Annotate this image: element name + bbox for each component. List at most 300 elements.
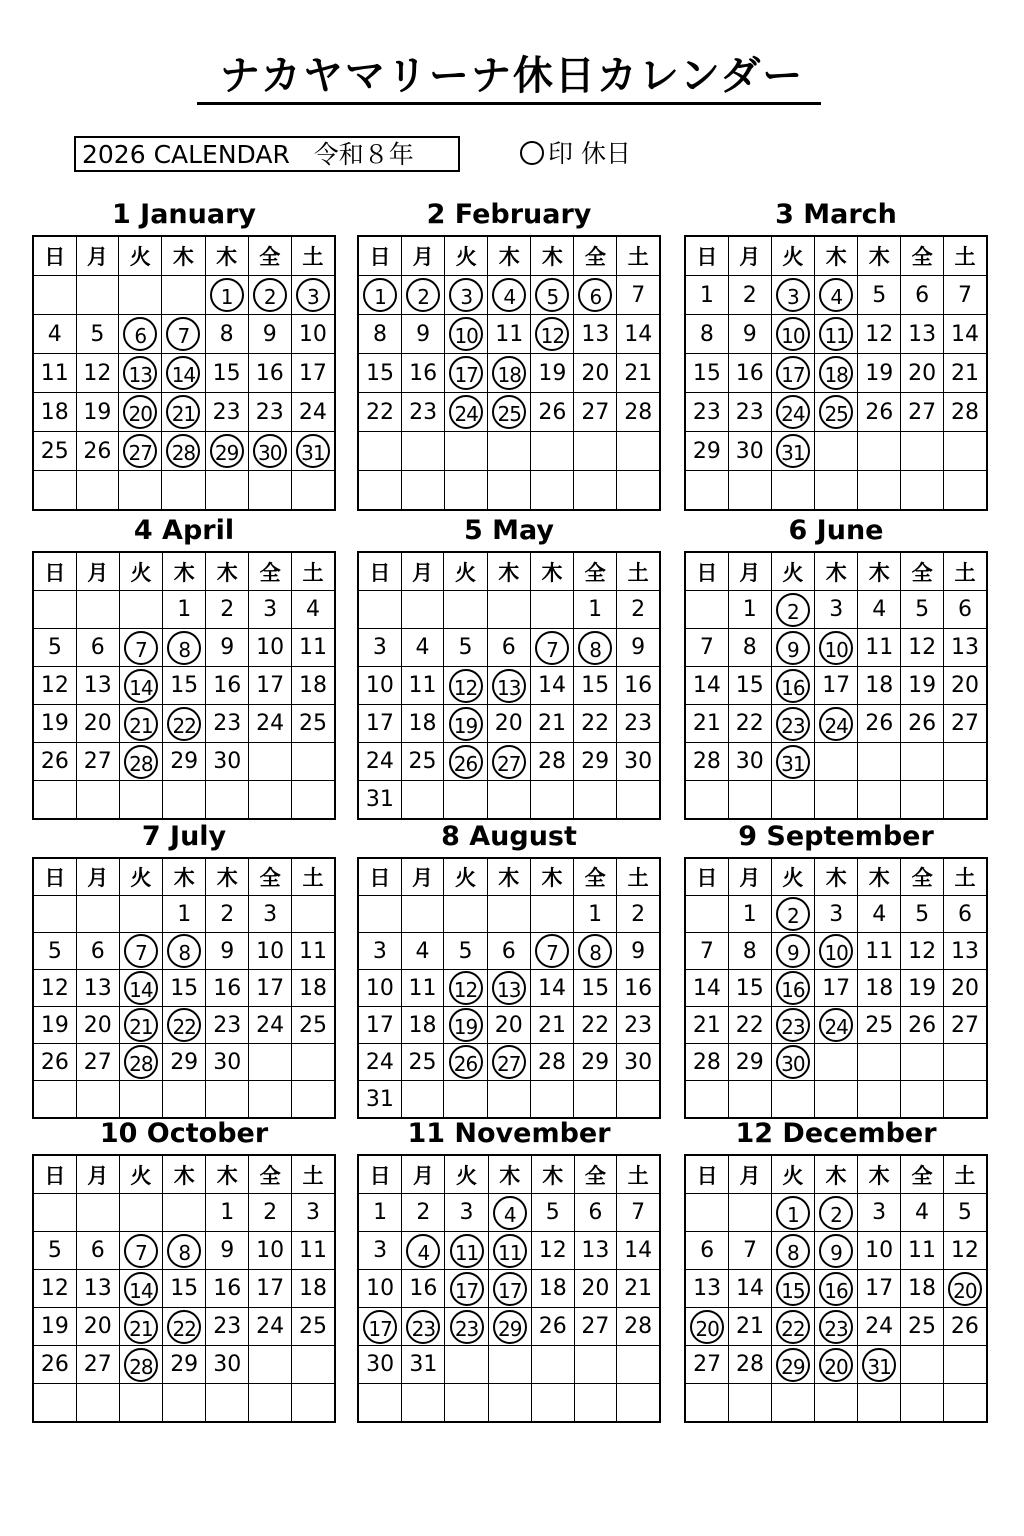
weekday-label: 火 bbox=[444, 552, 487, 591]
day-cell bbox=[488, 471, 531, 511]
day-cell bbox=[771, 1346, 814, 1384]
holiday-marker: 8 bbox=[578, 934, 612, 968]
day-cell: 6 bbox=[487, 629, 530, 667]
weekday-label: 全 bbox=[249, 1155, 292, 1194]
day-cell: 7 bbox=[617, 276, 660, 315]
day-cell: 3 bbox=[358, 629, 401, 667]
holiday-marker: 16 bbox=[819, 1272, 853, 1306]
day-cell: 21 bbox=[729, 1308, 772, 1346]
weekday-label: 木 bbox=[205, 236, 248, 276]
day-cell: 26 bbox=[76, 432, 119, 471]
day-cell: 16 bbox=[248, 354, 291, 393]
weekday-label: 木 bbox=[530, 552, 573, 591]
day-cell bbox=[444, 667, 487, 705]
day-cell bbox=[858, 432, 901, 471]
week-row bbox=[33, 354, 335, 393]
weekday-label: 土 bbox=[617, 236, 660, 276]
day-cell: 23 bbox=[617, 1007, 660, 1044]
weekday-label: 木 bbox=[531, 1155, 574, 1194]
weekday-header-row bbox=[685, 858, 987, 896]
day-cell bbox=[858, 1346, 901, 1384]
day-cell bbox=[444, 1081, 487, 1119]
holiday-marker: 10 bbox=[819, 934, 853, 968]
day-cell: 18 bbox=[292, 667, 335, 705]
week-row bbox=[358, 896, 660, 933]
day-cell: 26 bbox=[943, 1308, 987, 1346]
weekday-label: 木 bbox=[815, 236, 858, 276]
day-cell: 24 bbox=[858, 1308, 901, 1346]
holiday-marker: 14 bbox=[166, 356, 200, 390]
day-cell: 20 bbox=[901, 354, 944, 393]
weekday-label: 月 bbox=[76, 552, 119, 591]
weekday-label: 日 bbox=[33, 236, 76, 276]
holiday-marker: 20 bbox=[948, 1272, 982, 1306]
day-cell bbox=[858, 743, 901, 781]
day-cell: 19 bbox=[858, 354, 901, 393]
week-row bbox=[358, 1308, 660, 1346]
day-cell bbox=[445, 354, 488, 393]
day-cell bbox=[248, 471, 291, 511]
day-cell: 23 bbox=[206, 1007, 249, 1044]
weekday-label: 土 bbox=[292, 858, 335, 896]
weekday-label: 日 bbox=[358, 236, 402, 276]
day-cell: 30 bbox=[358, 1346, 402, 1384]
month-block bbox=[32, 511, 336, 820]
day-cell: 12 bbox=[901, 629, 944, 667]
weekday-label: 火 bbox=[445, 1155, 488, 1194]
day-cell: 29 bbox=[163, 1044, 206, 1081]
day-cell: 1 bbox=[206, 1194, 249, 1232]
week-row bbox=[33, 1232, 335, 1270]
day-cell bbox=[445, 1270, 488, 1308]
day-cell: 19 bbox=[33, 705, 76, 743]
week-row bbox=[685, 705, 987, 743]
day-cell bbox=[162, 471, 205, 511]
day-cell: 22 bbox=[728, 705, 771, 743]
month-block bbox=[357, 511, 661, 820]
holiday-marker: 23 bbox=[776, 707, 810, 741]
day-cell: 3 bbox=[858, 1194, 901, 1232]
day-cell: 25 bbox=[858, 1007, 901, 1044]
week-row bbox=[33, 933, 335, 970]
day-cell bbox=[815, 471, 858, 511]
day-cell: 20 bbox=[574, 354, 617, 393]
day-cell: 3 bbox=[815, 896, 858, 933]
holiday-marker: 3 bbox=[449, 278, 483, 312]
holiday-marker: 20 bbox=[819, 1348, 853, 1382]
day-cell: 20 bbox=[76, 1308, 119, 1346]
day-cell: 30 bbox=[206, 1346, 249, 1384]
day-cell: 31 bbox=[402, 1346, 445, 1384]
holiday-marker: 7 bbox=[535, 631, 569, 665]
day-cell: 16 bbox=[206, 667, 249, 705]
holiday-marker: 22 bbox=[776, 1310, 810, 1344]
weekday-header-row bbox=[685, 1155, 987, 1194]
week-row bbox=[358, 1194, 660, 1232]
day-cell bbox=[488, 354, 531, 393]
day-cell: 6 bbox=[76, 1232, 119, 1270]
holiday-marker: 14 bbox=[124, 669, 158, 703]
day-cell: 16 bbox=[206, 970, 249, 1007]
day-cell bbox=[119, 1232, 162, 1270]
day-cell: 27 bbox=[574, 393, 617, 432]
day-cell: 1 bbox=[163, 896, 206, 933]
holiday-marker: 31 bbox=[776, 745, 810, 779]
day-cell bbox=[617, 1346, 660, 1384]
weekday-label: 木 bbox=[487, 552, 530, 591]
weekday-label: 土 bbox=[944, 236, 987, 276]
day-cell: 29 bbox=[163, 1346, 206, 1384]
day-cell: 3 bbox=[445, 1194, 488, 1232]
week-row bbox=[685, 393, 987, 432]
weekday-label: 月 bbox=[76, 1155, 119, 1194]
day-cell: 16 bbox=[617, 970, 660, 1007]
holiday-marker: 13 bbox=[492, 669, 526, 703]
holiday-marker: 21 bbox=[166, 395, 200, 429]
weekday-label: 木 bbox=[163, 1155, 206, 1194]
month-title: 7 July bbox=[141, 821, 227, 852]
day-cell: 18 bbox=[292, 1270, 335, 1308]
day-cell bbox=[119, 970, 162, 1007]
day-cell: 7 bbox=[944, 276, 987, 315]
day-cell: 8 bbox=[685, 315, 728, 354]
day-cell bbox=[249, 1384, 292, 1423]
day-cell: 11 bbox=[901, 1232, 944, 1270]
day-cell: 9 bbox=[402, 315, 445, 354]
day-cell: 3 bbox=[358, 933, 401, 970]
day-cell: 28 bbox=[530, 743, 573, 781]
day-cell bbox=[531, 315, 574, 354]
day-cell: 27 bbox=[944, 705, 987, 743]
day-cell: 6 bbox=[944, 591, 987, 629]
day-cell: 3 bbox=[249, 591, 292, 629]
calendar-title: ナカヤマリーナ休日カレンダー bbox=[219, 53, 805, 99]
day-cell: 13 bbox=[685, 1270, 729, 1308]
holiday-marker: 9 bbox=[819, 1234, 853, 1268]
day-cell bbox=[617, 471, 660, 511]
day-cell bbox=[488, 432, 531, 471]
week-row bbox=[358, 743, 660, 781]
day-cell bbox=[358, 591, 401, 629]
day-cell bbox=[358, 432, 402, 471]
day-cell bbox=[771, 1270, 814, 1308]
weekday-label: 土 bbox=[944, 552, 987, 591]
day-cell bbox=[488, 1308, 531, 1346]
day-cell: 26 bbox=[858, 705, 901, 743]
day-cell: 5 bbox=[943, 1194, 987, 1232]
weekday-label: 木 bbox=[487, 858, 530, 896]
day-cell: 25 bbox=[292, 1308, 335, 1346]
week-row bbox=[33, 1194, 335, 1232]
day-cell: 13 bbox=[574, 315, 617, 354]
day-cell: 31 bbox=[358, 1081, 401, 1119]
week-row bbox=[358, 432, 660, 471]
day-cell: 24 bbox=[249, 1308, 292, 1346]
day-cell bbox=[488, 393, 531, 432]
day-cell: 29 bbox=[728, 1044, 771, 1081]
day-cell: 2 bbox=[206, 591, 249, 629]
day-cell bbox=[771, 629, 814, 667]
weekday-label: 木 bbox=[858, 236, 901, 276]
day-cell bbox=[445, 315, 488, 354]
day-cell bbox=[944, 432, 987, 471]
day-cell bbox=[488, 1194, 531, 1232]
day-cell: 14 bbox=[944, 315, 987, 354]
day-cell bbox=[487, 743, 530, 781]
day-cell: 15 bbox=[163, 667, 206, 705]
week-row bbox=[33, 1044, 335, 1081]
day-cell: 6 bbox=[76, 933, 119, 970]
holiday-marker: 28 bbox=[124, 1348, 158, 1382]
day-cell bbox=[119, 315, 162, 354]
holiday-marker: 2 bbox=[253, 278, 287, 312]
holiday-marker: 31 bbox=[862, 1348, 896, 1382]
day-cell: 2 bbox=[617, 591, 660, 629]
day-cell: 27 bbox=[901, 393, 944, 432]
day-cell: 12 bbox=[76, 354, 119, 393]
day-cell bbox=[815, 315, 858, 354]
day-cell: 9 bbox=[617, 629, 660, 667]
day-cell bbox=[119, 276, 162, 315]
holiday-marker: 24 bbox=[449, 395, 483, 429]
weekday-label: 火 bbox=[119, 236, 162, 276]
day-cell: 17 bbox=[249, 1270, 292, 1308]
day-cell: 16 bbox=[206, 1270, 249, 1308]
day-cell: 10 bbox=[249, 933, 292, 970]
day-cell: 18 bbox=[901, 1270, 944, 1308]
week-row bbox=[358, 354, 660, 393]
day-cell bbox=[119, 705, 162, 743]
holiday-marker: 1 bbox=[210, 278, 244, 312]
day-cell: 17 bbox=[291, 354, 335, 393]
month-block bbox=[357, 1114, 661, 1423]
month-title: 1 January bbox=[111, 199, 257, 230]
weekday-label: 火 bbox=[771, 858, 814, 896]
day-cell: 1 bbox=[163, 591, 206, 629]
day-cell: 2 bbox=[617, 896, 660, 933]
week-row bbox=[685, 1270, 987, 1308]
day-cell bbox=[445, 1232, 488, 1270]
weekday-label: 日 bbox=[685, 236, 728, 276]
day-cell bbox=[771, 1308, 814, 1346]
day-cell: 14 bbox=[685, 970, 728, 1007]
week-row bbox=[33, 743, 335, 781]
day-cell: 19 bbox=[901, 970, 944, 1007]
weekday-label: 火 bbox=[771, 1155, 814, 1194]
day-cell bbox=[292, 1346, 335, 1384]
day-cell: 22 bbox=[574, 705, 617, 743]
day-cell bbox=[814, 1346, 857, 1384]
day-cell bbox=[771, 1081, 814, 1119]
day-cell bbox=[249, 743, 292, 781]
day-cell: 22 bbox=[574, 1007, 617, 1044]
day-cell bbox=[487, 781, 530, 820]
day-cell bbox=[76, 1081, 119, 1119]
week-row bbox=[33, 970, 335, 1007]
day-cell: 5 bbox=[444, 933, 487, 970]
month-block bbox=[32, 195, 336, 511]
day-cell bbox=[487, 970, 530, 1007]
weekday-label: 土 bbox=[617, 552, 660, 591]
day-cell bbox=[76, 1194, 119, 1232]
week-row bbox=[685, 667, 987, 705]
day-cell: 30 bbox=[206, 743, 249, 781]
day-cell: 20 bbox=[487, 1007, 530, 1044]
holiday-marker: 6 bbox=[578, 278, 612, 312]
day-cell bbox=[205, 471, 248, 511]
holiday-marker: 31 bbox=[776, 434, 810, 468]
day-cell bbox=[444, 591, 487, 629]
day-cell bbox=[163, 1007, 206, 1044]
day-cell bbox=[487, 1081, 530, 1119]
day-cell: 29 bbox=[163, 743, 206, 781]
day-cell bbox=[163, 933, 206, 970]
day-cell: 26 bbox=[33, 743, 76, 781]
day-cell bbox=[728, 781, 771, 820]
week-row bbox=[685, 1308, 987, 1346]
day-cell bbox=[119, 471, 162, 511]
day-cell bbox=[943, 1346, 987, 1384]
holiday-marker: 23 bbox=[776, 1008, 810, 1042]
day-cell bbox=[444, 1007, 487, 1044]
day-cell: 13 bbox=[76, 970, 119, 1007]
month-title: 8 August bbox=[441, 821, 577, 852]
weekday-label: 月 bbox=[401, 552, 444, 591]
day-cell bbox=[685, 1384, 729, 1423]
holiday-marker: 27 bbox=[492, 1045, 526, 1079]
day-cell bbox=[249, 781, 292, 820]
month-table bbox=[357, 235, 661, 511]
holiday-marker: 8 bbox=[167, 631, 201, 665]
day-cell: 17 bbox=[249, 970, 292, 1007]
day-cell bbox=[249, 1044, 292, 1081]
day-cell: 4 bbox=[901, 1194, 944, 1232]
day-cell: 21 bbox=[685, 705, 728, 743]
month-title: 4 April bbox=[133, 515, 235, 546]
week-row bbox=[685, 1007, 987, 1044]
holiday-marker: 17 bbox=[450, 1272, 484, 1306]
day-cell: 12 bbox=[531, 1232, 574, 1270]
day-cell: 11 bbox=[858, 629, 901, 667]
day-cell: 11 bbox=[33, 354, 76, 393]
day-cell: 10 bbox=[358, 970, 401, 1007]
month-table bbox=[32, 857, 336, 1119]
weekday-header-row bbox=[358, 858, 660, 896]
week-row bbox=[33, 1270, 335, 1308]
holiday-marker: 22 bbox=[167, 1008, 201, 1042]
day-cell: 7 bbox=[729, 1232, 772, 1270]
day-cell bbox=[617, 432, 660, 471]
day-cell: 9 bbox=[617, 933, 660, 970]
holiday-marker: 7 bbox=[124, 1234, 158, 1268]
day-cell bbox=[574, 471, 617, 511]
holiday-marker: 24 bbox=[819, 707, 853, 741]
day-cell bbox=[815, 1007, 858, 1044]
weekday-label: 火 bbox=[444, 858, 487, 896]
holiday-marker: 25 bbox=[819, 395, 853, 429]
day-cell bbox=[33, 471, 76, 511]
day-cell: 5 bbox=[531, 1194, 574, 1232]
day-cell: 21 bbox=[530, 705, 573, 743]
day-cell bbox=[944, 471, 987, 511]
day-cell bbox=[531, 1346, 574, 1384]
day-cell: 21 bbox=[617, 1270, 660, 1308]
day-cell: 20 bbox=[76, 705, 119, 743]
week-row bbox=[685, 933, 987, 970]
day-cell bbox=[162, 276, 205, 315]
holiday-marker: 31 bbox=[296, 434, 330, 468]
weekday-label: 月 bbox=[402, 236, 445, 276]
month-table bbox=[32, 235, 336, 511]
day-cell bbox=[944, 1081, 987, 1119]
day-cell bbox=[119, 933, 162, 970]
day-cell bbox=[401, 781, 444, 820]
day-cell: 2 bbox=[206, 896, 249, 933]
day-cell: 7 bbox=[685, 629, 728, 667]
day-cell bbox=[944, 1044, 987, 1081]
weekday-label: 木 bbox=[206, 1155, 249, 1194]
day-cell bbox=[728, 1081, 771, 1119]
weekday-label: 火 bbox=[771, 236, 814, 276]
day-cell bbox=[574, 629, 617, 667]
weekday-label: 全 bbox=[901, 236, 944, 276]
holiday-marker: 10 bbox=[449, 317, 483, 351]
weekday-label: 木 bbox=[530, 858, 573, 896]
weekday-label: 全 bbox=[901, 552, 944, 591]
weekday-label: 土 bbox=[943, 1155, 987, 1194]
week-row bbox=[33, 1308, 335, 1346]
day-cell: 28 bbox=[685, 1044, 728, 1081]
day-cell: 29 bbox=[574, 1044, 617, 1081]
day-cell bbox=[292, 1044, 335, 1081]
day-cell bbox=[487, 591, 530, 629]
month-table bbox=[684, 551, 988, 820]
day-cell bbox=[444, 705, 487, 743]
day-cell bbox=[943, 1384, 987, 1423]
day-cell bbox=[292, 896, 335, 933]
weekday-header-row bbox=[358, 552, 660, 591]
day-cell: 8 bbox=[358, 315, 402, 354]
day-cell: 23 bbox=[206, 1308, 249, 1346]
day-cell: 7 bbox=[617, 1194, 660, 1232]
day-cell bbox=[487, 1044, 530, 1081]
day-cell bbox=[530, 591, 573, 629]
weekday-label: 全 bbox=[248, 236, 291, 276]
day-cell: 25 bbox=[292, 1007, 335, 1044]
weekday-label: 全 bbox=[574, 236, 617, 276]
day-cell: 14 bbox=[530, 970, 573, 1007]
day-cell bbox=[530, 1081, 573, 1119]
weekday-header-row bbox=[685, 236, 987, 276]
week-row bbox=[685, 591, 987, 629]
month-table bbox=[32, 1154, 336, 1423]
weekday-label: 木 bbox=[858, 1155, 901, 1194]
day-cell: 15 bbox=[728, 970, 771, 1007]
day-cell bbox=[401, 1081, 444, 1119]
day-cell: 5 bbox=[901, 896, 944, 933]
day-cell bbox=[530, 933, 573, 970]
day-cell bbox=[292, 743, 335, 781]
holiday-marker: 20 bbox=[123, 395, 157, 429]
day-cell bbox=[685, 471, 728, 511]
holiday-marker: 9 bbox=[776, 631, 810, 665]
holiday-marker: 5 bbox=[535, 278, 569, 312]
day-cell: 15 bbox=[205, 354, 248, 393]
day-cell: 4 bbox=[292, 591, 335, 629]
day-cell bbox=[33, 1081, 76, 1119]
day-cell bbox=[814, 1270, 857, 1308]
weekday-label: 木 bbox=[162, 236, 205, 276]
